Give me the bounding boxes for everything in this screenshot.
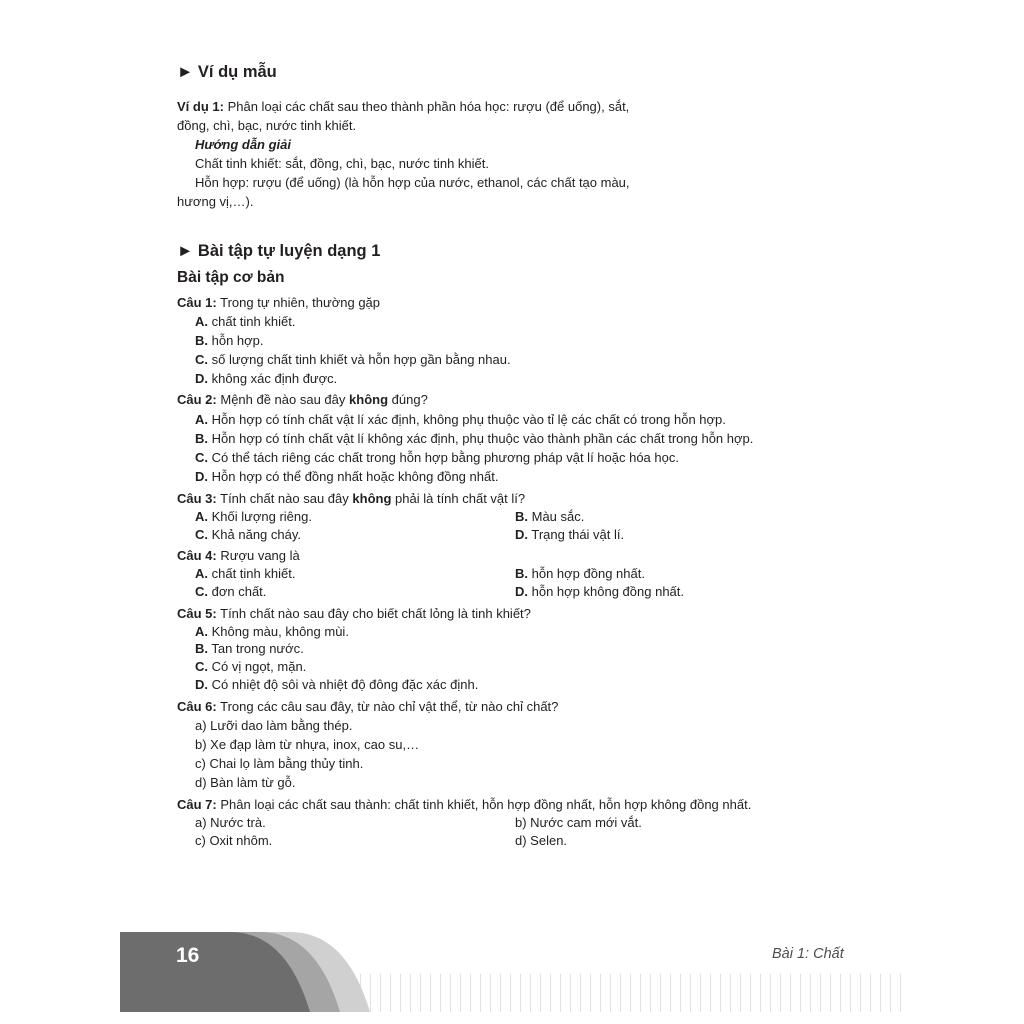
- option-text: Khối lượng riêng.: [211, 509, 312, 524]
- exercises-heading: ► Bài tập tự luyện dạng 1: [177, 242, 381, 260]
- question-label: Câu 1:: [177, 295, 217, 310]
- option-key: B.: [195, 431, 208, 446]
- example-label: Ví dụ 1:: [177, 99, 224, 114]
- question-emphasis: không: [349, 392, 389, 407]
- option-text: Không màu, không mùi.: [211, 624, 349, 639]
- list-item: b) Xe đạp làm từ nhựa, inox, cao su,…: [195, 737, 420, 752]
- option-key: D.: [195, 677, 208, 692]
- answer-option: [195, 623, 349, 640]
- option-text: hỗn hợp đồng nhất.: [531, 566, 645, 581]
- question-1: [177, 294, 380, 311]
- option-text: Tan trong nước.: [211, 641, 304, 656]
- question-label: Câu 4:: [177, 548, 217, 563]
- list-item: d) Selen.: [515, 833, 568, 848]
- chapter-title: Bài 1: Chất: [772, 946, 844, 962]
- question-label: Câu 2:: [177, 392, 217, 407]
- answer-option: [195, 526, 301, 543]
- answer-option: [195, 449, 679, 466]
- option-key: C.: [195, 527, 208, 542]
- option-text: không xác định được.: [211, 371, 338, 386]
- answer-option: [195, 411, 726, 428]
- question-3: [177, 490, 525, 507]
- option-key: C.: [195, 659, 208, 674]
- question-5: [177, 605, 531, 622]
- answer-option: [195, 658, 306, 675]
- answer-option: [515, 583, 684, 600]
- option-text: Màu sắc.: [531, 509, 585, 524]
- page-number: 16: [176, 944, 200, 967]
- option-key: C.: [195, 352, 208, 367]
- answer-option: [515, 526, 624, 543]
- answer-option: [195, 676, 478, 693]
- guide-line-1: Chất tinh khiết: sắt, đồng, chì, bạc, nước tinh khiết.: [195, 156, 489, 171]
- list-item: d) Bàn làm từ gỗ.: [195, 775, 296, 790]
- exercises-subheading: Bài tập cơ bản: [177, 269, 285, 286]
- option-key: B.: [195, 641, 208, 656]
- question-2: [177, 391, 428, 408]
- answer-option: [195, 565, 295, 582]
- question-text: đúng?: [391, 392, 428, 407]
- option-text: Có nhiệt độ sôi và nhiệt độ đông đặc xác định.: [211, 677, 479, 692]
- question-text: Tính chất nào sau đây cho biết chất lỏng là tinh khiết?: [220, 606, 531, 621]
- question-7: [177, 796, 751, 813]
- answer-option: [195, 583, 266, 600]
- guide-line-3: hương vị,…).: [177, 194, 254, 209]
- question-text: Tính chất nào sau đây: [220, 491, 349, 506]
- question-text: Phân loại các chất sau thành: chất tinh khiết, hỗn hợp đồng nhất, hỗn hợp không đồng nhất.: [220, 797, 752, 812]
- answer-option: [195, 370, 337, 387]
- question-text: Trong tự nhiên, thường gặp: [220, 295, 381, 310]
- option-key: A.: [195, 566, 208, 581]
- option-text: chất tinh khiết.: [211, 566, 296, 581]
- option-text: Hỗn hợp có tính chất vật lí xác định, không phụ thuộc vào tỉ lệ các chất có trong hỗn hợp.: [211, 412, 726, 427]
- question-text: phải là tính chất vật lí?: [395, 491, 526, 506]
- option-key: B.: [515, 566, 528, 581]
- answer-option: [195, 640, 304, 657]
- question-emphasis: không: [352, 491, 392, 506]
- option-key: B.: [515, 509, 528, 524]
- option-text: Có thể tách riêng các chất trong hỗn hợp bằng phương pháp vật lí hoặc hóa học.: [211, 450, 679, 465]
- option-text: đơn chất.: [211, 584, 267, 599]
- list-item: a) Nước trà.: [195, 815, 266, 830]
- answer-option: [195, 430, 753, 447]
- example-text-1: Phân loại các chất sau theo thành phần hóa học: rượu (để uống), sắt,: [227, 99, 630, 114]
- option-text: Khả năng cháy.: [211, 527, 302, 542]
- list-item: c) Oxit nhôm.: [195, 833, 273, 848]
- example-heading: ► Ví dụ mẫu: [177, 63, 277, 81]
- option-text: Hỗn hợp có thể đồng nhất hoặc không đồng nhất.: [211, 469, 499, 484]
- answer-option: [515, 508, 584, 525]
- example-text-2: đồng, chì, bạc, nước tinh khiết.: [177, 118, 357, 133]
- answer-option: [515, 565, 645, 582]
- question-label: Câu 7:: [177, 797, 217, 812]
- footer-stripes: [320, 974, 905, 1012]
- option-text: Hỗn hợp có tính chất vật lí không xác định, phụ thuộc vào thành phần các chất trong hỗn hợp.: [211, 431, 754, 446]
- answer-option: [195, 332, 264, 349]
- question-label: Câu 6:: [177, 699, 217, 714]
- question-text: Rượu vang là: [220, 548, 300, 563]
- question-text: Trong các câu sau đây, từ nào chỉ vật thể, từ nào chỉ chất?: [220, 699, 559, 714]
- question-label: Câu 5:: [177, 606, 217, 621]
- option-key: C.: [195, 584, 208, 599]
- answer-option: [195, 351, 511, 368]
- option-key: D.: [515, 584, 528, 599]
- answer-option: [195, 508, 312, 525]
- list-item: a) Lưỡi dao làm bằng thép.: [195, 718, 353, 733]
- option-key: D.: [195, 469, 208, 484]
- option-key: A.: [195, 509, 208, 524]
- option-text: số lượng chất tinh khiết và hỗn hợp gần bằng nhau.: [211, 352, 511, 367]
- question-6: [177, 698, 558, 715]
- option-text: hỗn hợp.: [211, 333, 264, 348]
- answer-option: [195, 468, 498, 485]
- option-key: D.: [195, 371, 208, 386]
- question-4: [177, 547, 300, 564]
- option-key: D.: [515, 527, 528, 542]
- answer-option: [195, 313, 295, 330]
- guide-line-2: Hỗn hợp: rượu (để uống) (là hỗn hợp của nước, ethanol, các chất tạo màu,: [195, 175, 630, 190]
- option-key: A.: [195, 624, 208, 639]
- example-line-1: [177, 98, 629, 115]
- option-text: chất tinh khiết.: [211, 314, 296, 329]
- question-label: Câu 3:: [177, 491, 217, 506]
- option-text: Có vị ngọt, mặn.: [211, 659, 307, 674]
- list-item: b) Nước cam mới vắt.: [515, 815, 642, 830]
- option-key: A.: [195, 412, 208, 427]
- option-key: B.: [195, 333, 208, 348]
- option-key: C.: [195, 450, 208, 465]
- list-item: c) Chai lọ làm bằng thủy tinh.: [195, 756, 364, 771]
- option-text: hỗn hợp không đồng nhất.: [531, 584, 685, 599]
- guide-title: Hướng dẫn giải: [195, 137, 292, 152]
- question-text: Mệnh đề nào sau đây: [220, 392, 346, 407]
- option-text: Trạng thái vật lí.: [531, 527, 625, 542]
- option-key: A.: [195, 314, 208, 329]
